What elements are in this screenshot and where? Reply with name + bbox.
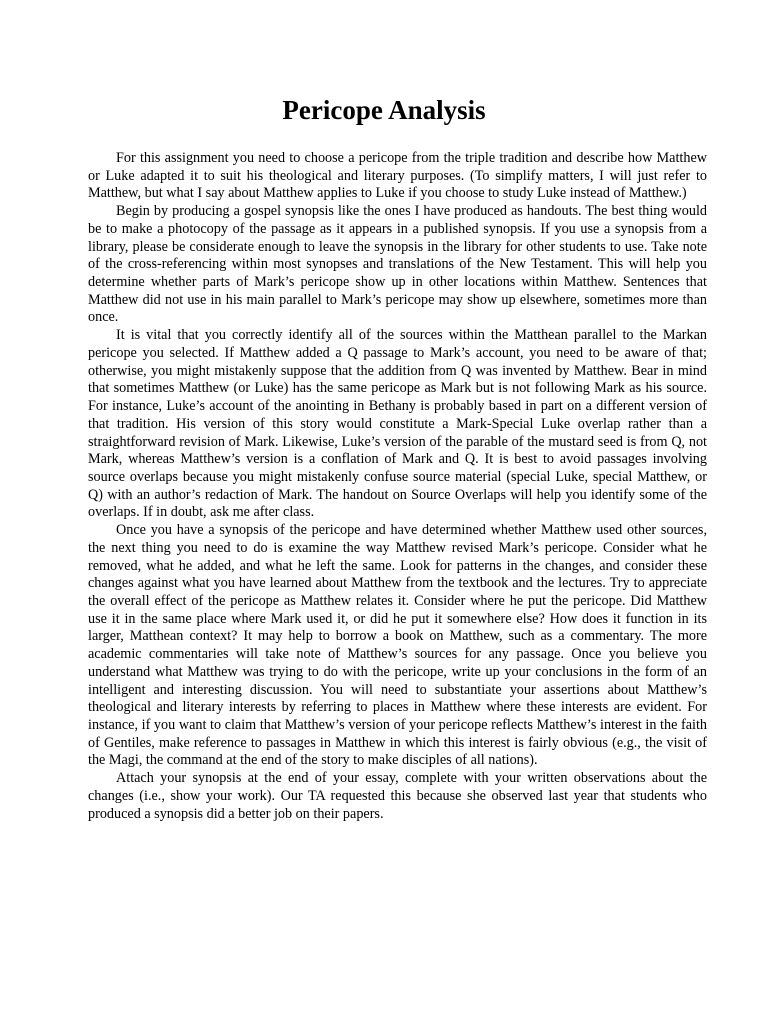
page-title: Pericope Analysis: [282, 95, 486, 125]
paragraph-gospel-synopsis: Begin by producing a gospel synopsis like the ones I have produced as handouts. The best thing would be to make a photocopy of the passage as it appears in a published synopsis. If you use a synopsis from a library, please be considerate enough to leave the synopsis in the library for other students to use. Take note of the cross-referencing within most synopses and translations of the New Testament. This will help you determine whether parts of Mark’s pericope show up in other locations within Matthew. Sentences that Matthew did not use in his main parallel to Mark’s pericope may show up elsewhere, sometimes more than once.: [88, 203, 707, 326]
paragraph-assignment-overview: For this assignment you need to choose a pericope from the triple tradition and describe how Matthew or Luke adapted it to suit his theological and literary purposes. (To simplify matters, I will just refer to Matthew, but what I say about Matthew applies to Luke if you choose to study Luke instead of Matthew.): [88, 150, 707, 202]
paragraph-identify-sources: It is vital that you correctly identify all of the sources within the Matthean parallel to the Markan pericope you selected. If Matthew added a Q passage to Mark’s account, you need to be aware of that; otherwise, you might mistakenly suppose that the addition from Q was invented by Matthew. Bear in mind that sometimes Matthew (or Luke) has the same pericope as Mark but is not following Mark as his source. For instance, Luke’s account of the anointing in Bethany is probably based in part on a different version of that tradition. His version of this story would constitute a Mark-Special Luke overlap rather than a straightforward revision of Mark. Likewise, Luke’s version of the parable of the mustard seed is from Q, not Mark, whereas Matthew’s version is a conflation of Mark and Q. It is best to avoid passages involving source overlaps because you might mistakenly confuse source material (special Luke, special Matthew, or Q) with an author’s redaction of Mark. The handout on Source Overlaps will help you identify some of the overlaps. If in doubt, ask me after class.: [88, 327, 707, 521]
paragraph-attach-synopsis: Attach your synopsis at the end of your essay, complete with your written observations about the changes (i.e., show your work). Our TA requested this because she observed last year that students who produced a synopsis did a better job on their papers.: [88, 770, 707, 822]
paragraph-examine-revisions: Once you have a synopsis of the pericope and have determined whether Matthew used other sources, the next thing you need to do is examine the way Matthew revised Mark’s pericope. Consider what he removed, what he added, and what he left the same. Look for patterns in the changes, and consider these changes against what you have learned about Matthew from the textbook and the lectures. Try to appreciate the overall effect of the pericope as Matthew relates it. Consider where he put the pericope. Did Matthew use it in the same place where Mark used it, or did he put it somewhere else? How does it function in its larger, Matthean context? It may help to borrow a book on Matthew, such as a commentary. The more academic commentaries will take note of Matthew’s sources for any passage. Once you believe you understand what Matthew was trying to do with the pericope, write up your conclusions in the form of an intelligent and interesting discussion. You will need to substantiate your assertions about Matthew’s theological and literary interests by referring to places in Matthew where these interests are evident. For instance, if you want to claim that Matthew’s version of your pericope reflects Matthew’s interest in the faith of Gentiles, make reference to passages in Matthew in which this interest is fairly obvious (e.g., the visit of the Magi, the command at the end of the story to make disciples of all nations).: [88, 522, 707, 769]
document-body: [88, 150, 707, 823]
